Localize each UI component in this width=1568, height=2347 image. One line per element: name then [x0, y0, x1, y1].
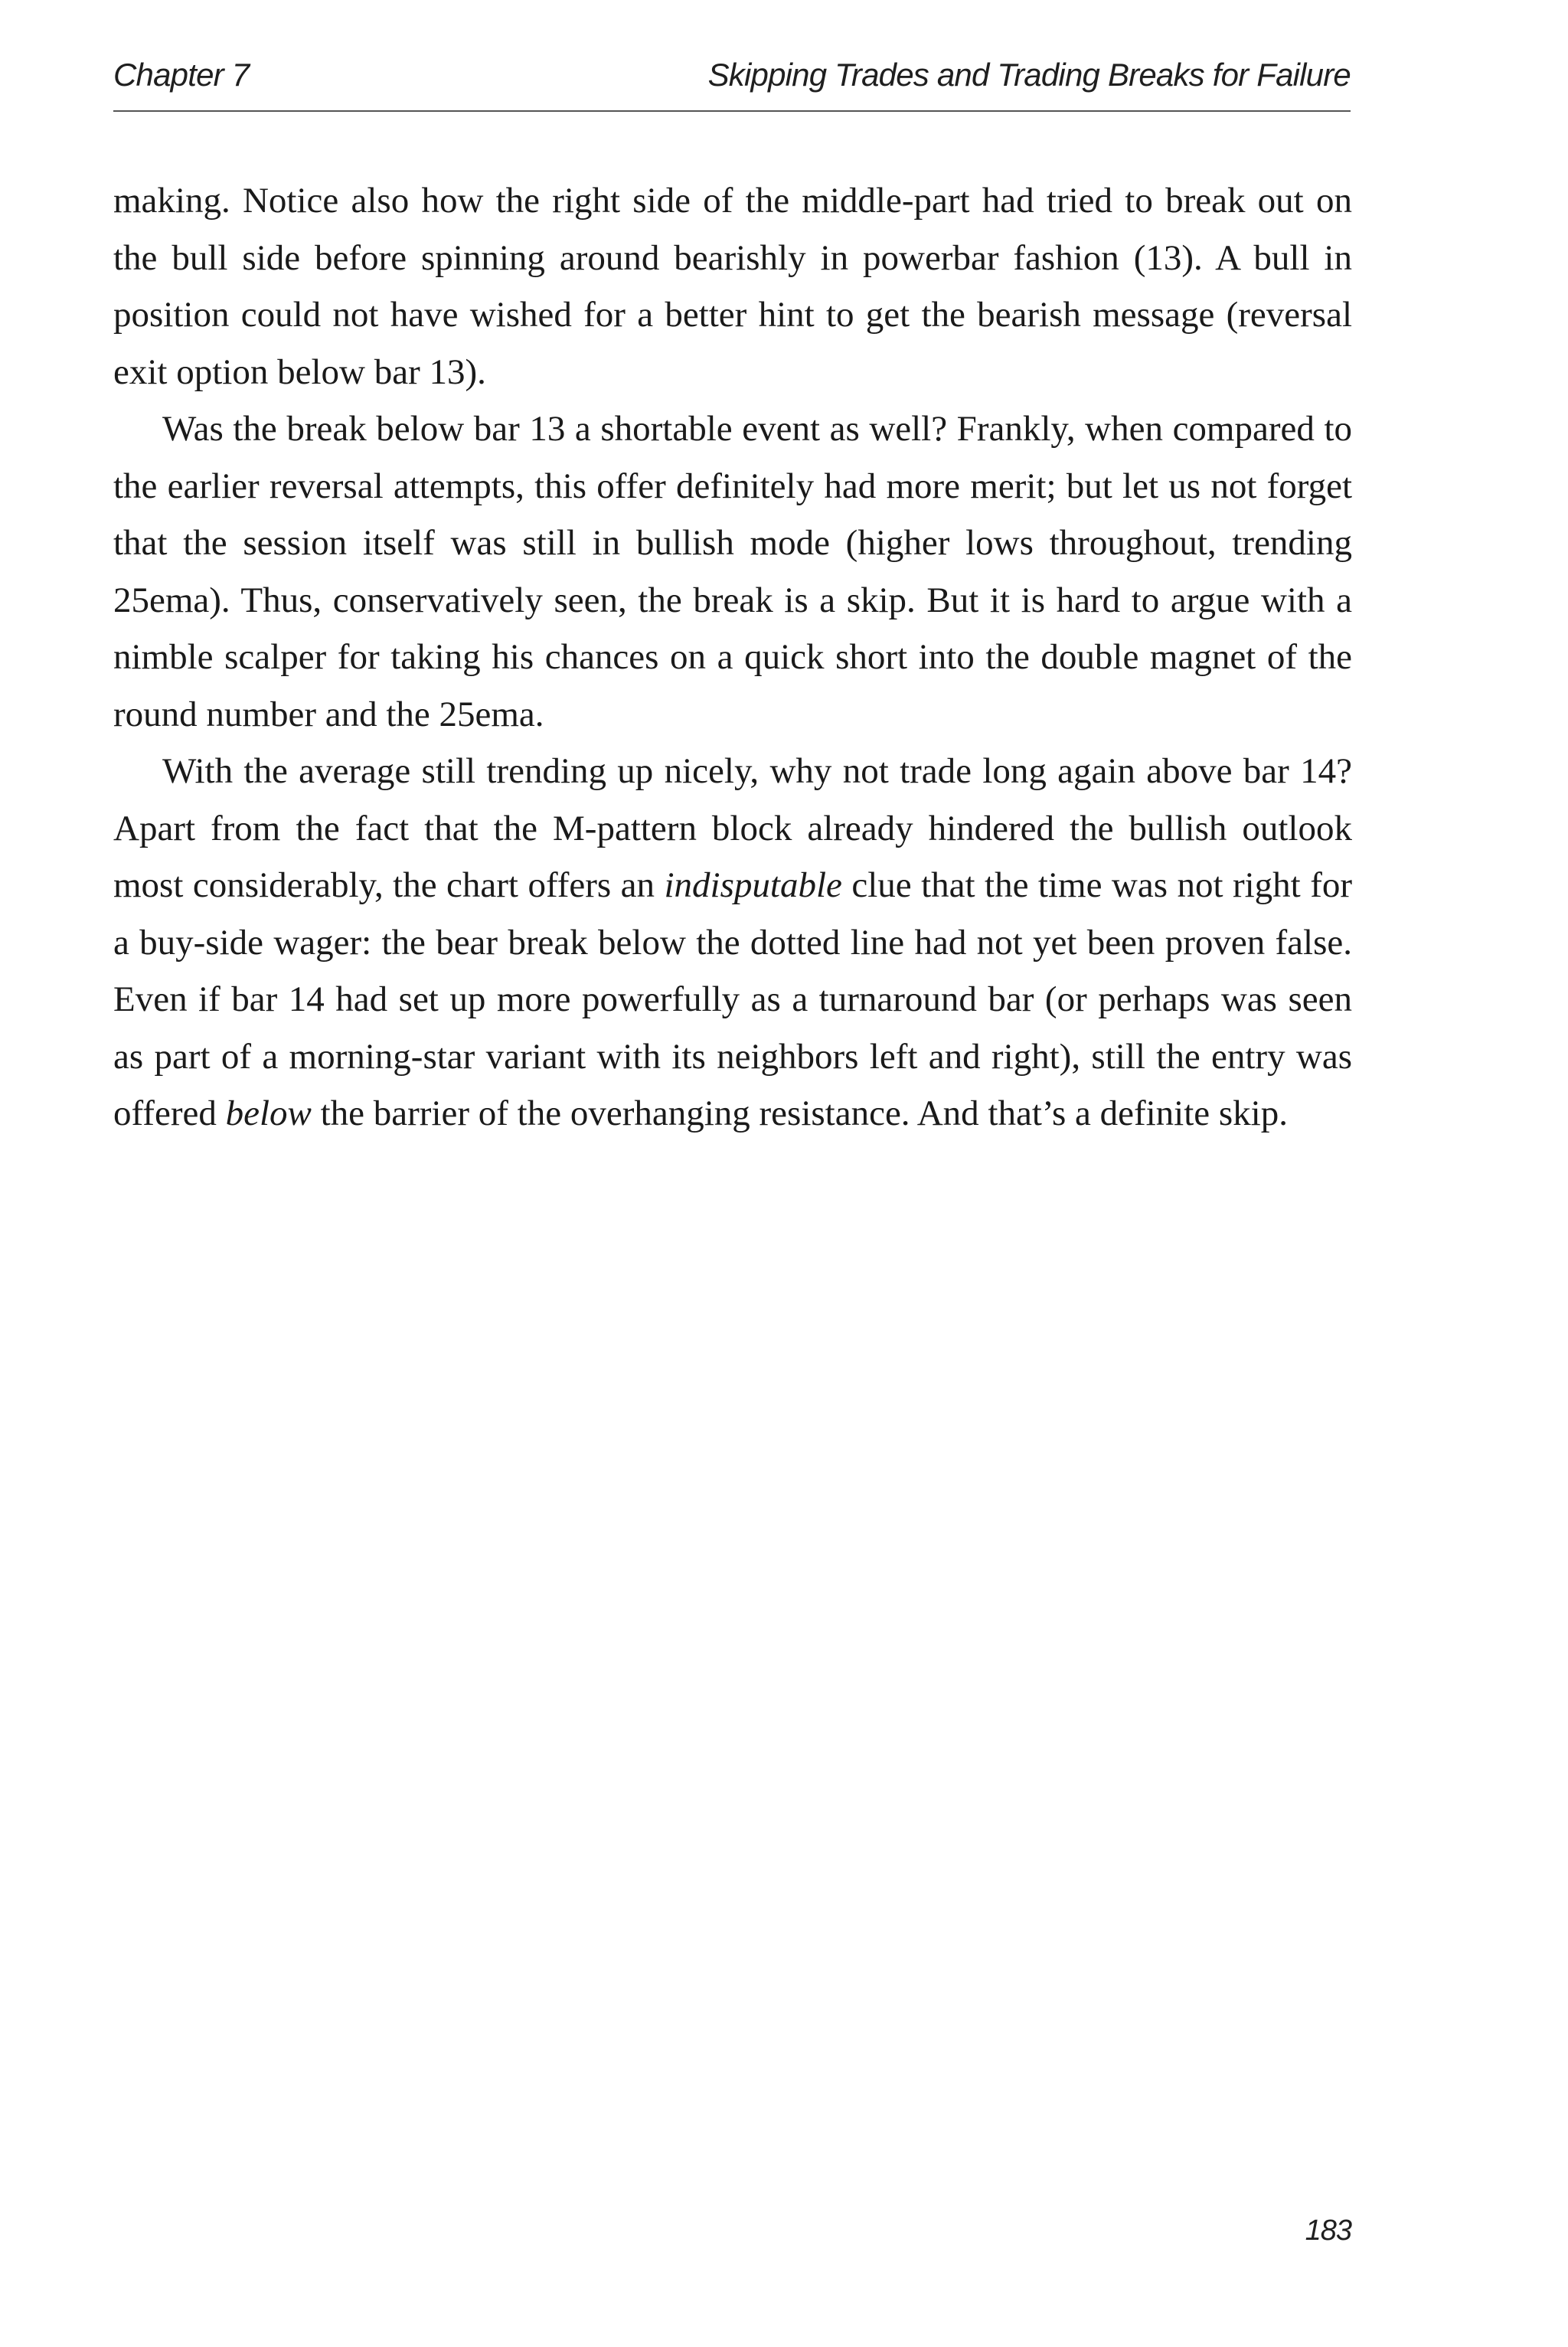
paragraph-3-text-a: With the average still trending up nicely, why not trade long again above bar 14? Apart from the fact that the M-pattern block already hindered the bullish outlook most considerably, the chart offers an	[113, 751, 1352, 905]
running-head	[113, 47, 1351, 112]
running-head-title: Skipping Trades and Trading Breaks for Failure	[707, 57, 1351, 93]
emphasis-below: below	[225, 1093, 312, 1133]
page-number: 183	[1305, 2215, 1351, 2247]
paragraph-1	[113, 172, 1352, 400]
paragraph-3	[113, 743, 1352, 1142]
paragraph-1-text: making. Notice also how the right side of the middle-part had tried to break out on the bull side before spinning around bearishly in powerbar fashion (13). A bull in position could not have wished for a better hint to get the bearish message (reversal exit option below bar 13).	[113, 181, 1352, 392]
paragraph-3-text-c: the barrier of the overhanging resistance. And that’s a definite skip.	[311, 1093, 1288, 1133]
chapter-label: Chapter 7	[113, 57, 250, 93]
paragraph-3-text-b: clue that the time was not right for a buy-side wager: the bear break below the dotted line had not yet been proven false. Even if bar 14 had set up more powerfully as a turnaround bar (or perhaps was seen as part of a morning-star variant with its neighbors left and right), still the entry was offered	[113, 865, 1352, 1133]
body-text	[113, 172, 1352, 1142]
emphasis-indisputable: indisputable	[664, 865, 842, 905]
paragraph-2-text: Was the break below bar 13 a shortable event as well? Frankly, when compared to the earlier reversal attempts, this offer definitely had more merit; but let us not forget that the session itself was still in bullish mode (higher lows throughout, trending 25ema). Thus, conservatively seen, the break is a skip. But it is hard to argue with a nimble scalper for taking his chances on a quick short into the double magnet of the round number and the 25ema.	[113, 409, 1352, 734]
paragraph-2	[113, 400, 1352, 743]
